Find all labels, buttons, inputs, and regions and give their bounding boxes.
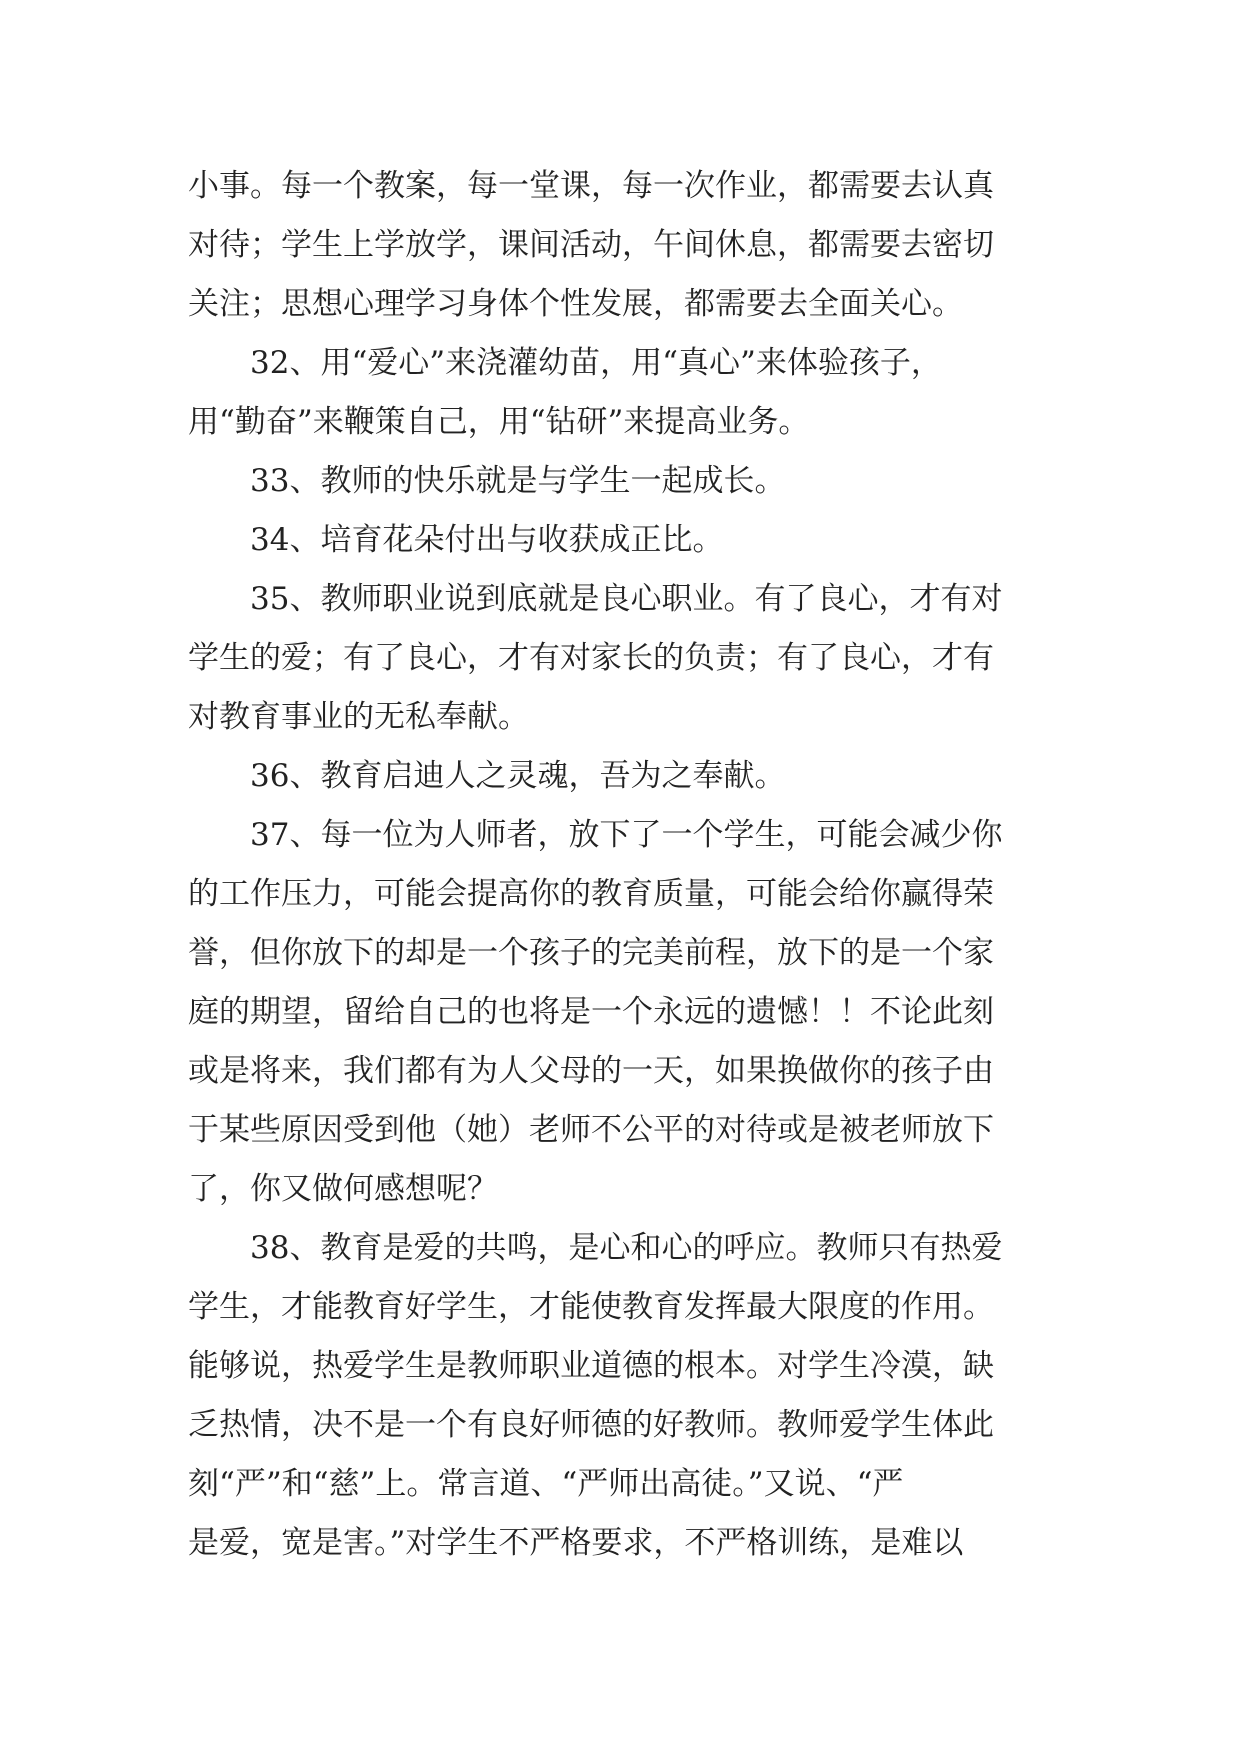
- paragraph-33-line: 33、教师的快乐就是与学生一起成长。: [250, 463, 786, 499]
- paragraph-37-line: 37、每一位为人师者，放下了一个学生，可能会减少你: [250, 817, 1003, 853]
- text-line: 学生，才能教育好学生，才能使教育发挥最大限度的作用。: [188, 1289, 994, 1325]
- text-line: 庭的期望，留给自己的也将是一个永远的遗憾！！不论此刻: [188, 994, 994, 1030]
- text-line: 是爱，宽是害。”对学生不严格要求，不严格训练，是难以: [188, 1525, 964, 1561]
- text-line: 对教育事业的无私奉献。: [188, 699, 529, 735]
- text-line: 小事。每一个教案，每一堂课，每一次作业，都需要去认真: [188, 168, 994, 204]
- text-line: 誉，但你放下的却是一个孩子的完美前程，放下的是一个家: [188, 935, 994, 971]
- text-line: 的工作压力，可能会提高你的教育质量，可能会给你赢得荣: [188, 876, 994, 912]
- paragraph-35-line: 35、教师职业说到底就是良心职业。有了良心，才有对: [250, 581, 1003, 617]
- text-line: 刻“严”和“慈”上。常言道、“严师出高徒。”又说、“严: [188, 1466, 904, 1502]
- text-line: 了，你又做何感想呢？: [188, 1171, 498, 1207]
- paragraph-36-line: 36、教育启迪人之灵魂，吾为之奉献。: [250, 758, 786, 794]
- text-line: 或是将来，我们都有为人父母的一天，如果换做你的孩子由: [188, 1053, 994, 1089]
- paragraph-38-line: 38、教育是爱的共鸣，是心和心的呼应。教师只有热爱: [250, 1230, 1003, 1266]
- paragraph-34-line: 34、培育花朵付出与收获成正比。: [250, 522, 724, 558]
- text-line: 乏热情，决不是一个有良好师德的好教师。教师爱学生体此: [188, 1407, 994, 1443]
- text-line: 学生的爱；有了良心，才有对家长的负责；有了良心，才有: [188, 640, 994, 676]
- text-line: 能够说，热爱学生是教师职业道德的根本。对学生冷漠，缺: [188, 1348, 994, 1384]
- text-line: 关注；思想心理学习身体个性发展，都需要去全面关心。: [188, 286, 963, 322]
- text-line: 对待；学生上学放学，课间活动，午间休息，都需要去密切: [188, 227, 994, 263]
- text-line: 用“勤奋”来鞭策自己，用“钻研”来提高业务。: [188, 404, 810, 440]
- text-line: 于某些原因受到他（她）老师不公平的对待或是被老师放下: [188, 1112, 994, 1148]
- paragraph-32-line: 32、用“爱心”来浇灌幼苗，用“真心”来体验孩子，: [250, 345, 942, 381]
